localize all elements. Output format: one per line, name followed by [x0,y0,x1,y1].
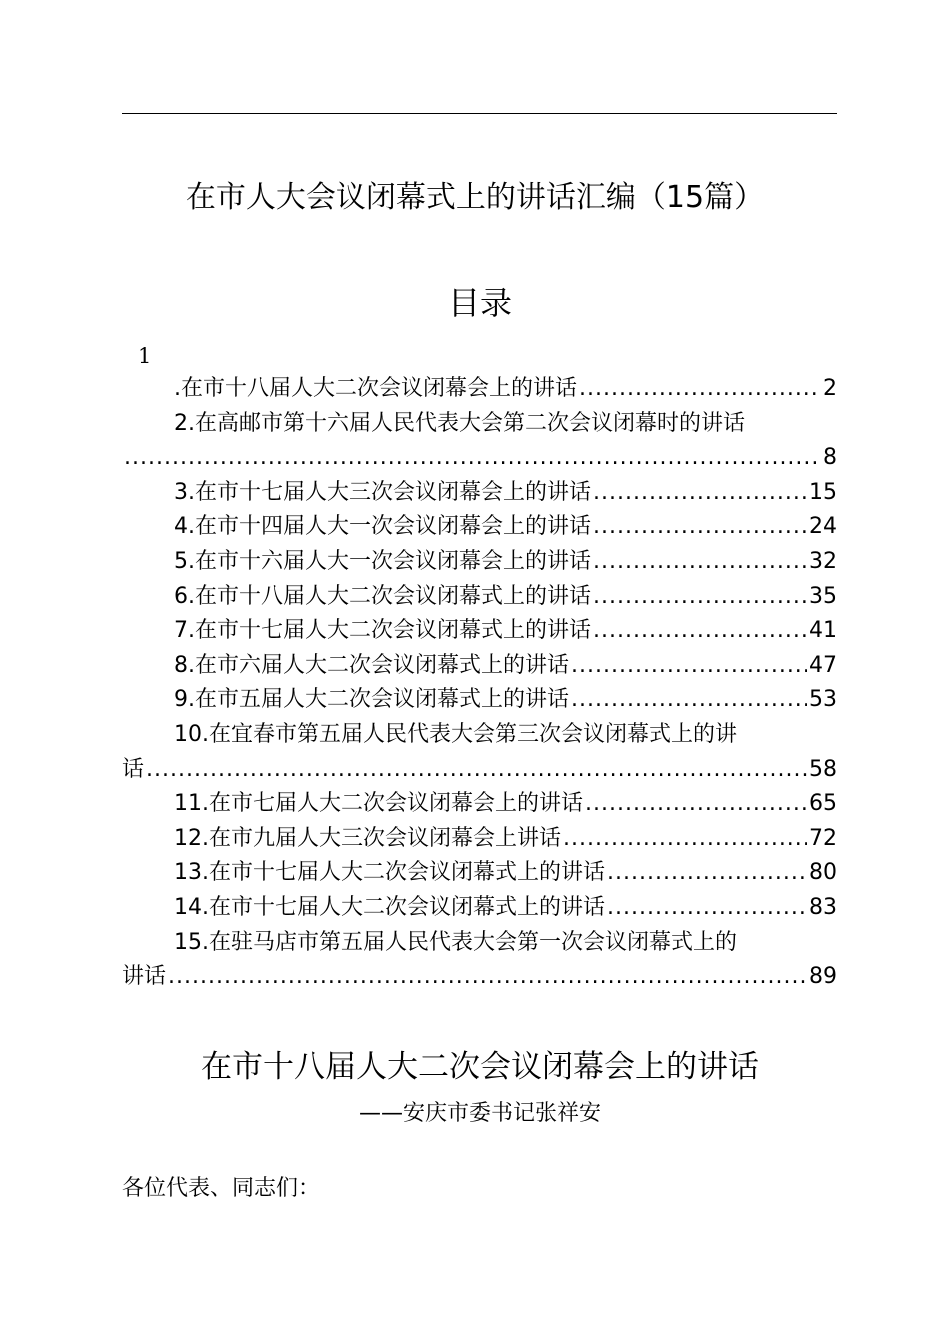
toc-entry[interactable] [122,787,837,822]
toc-entry[interactable] [122,926,837,995]
toc-leader-dots [593,614,807,649]
toc-leader-dots [593,580,807,615]
toc-page-number: 89 [809,964,837,990]
toc-entry[interactable] [122,510,837,545]
toc-page-number: 24 [809,514,837,540]
toc-entry[interactable] [122,683,837,718]
header-rule [122,113,837,114]
speech-subtitle: ——安庆市委书记张祥安 [358,1101,601,1126]
toc-entry[interactable] [122,476,837,511]
toc-entry-title: 12.在市九届人大三次会议闭幕会上讲话 [174,825,561,851]
document-title: 在市人大会议闭幕式上的讲话汇编（15篇） [185,180,765,215]
toc-page-number: 8 [823,445,837,471]
toc-entry[interactable] [122,614,837,649]
toc-entry[interactable] [122,372,837,407]
toc-leader-dots [607,856,807,891]
toc-entry[interactable] [122,649,837,684]
toc-page-number: 15 [809,479,837,505]
toc-entry-title: 11.在市七届人大二次会议闭幕会上的讲话 [174,791,583,817]
toc-leader-dots [579,372,821,407]
toc-page-number: 58 [809,756,837,782]
toc-entry-title-continued: 话 [122,756,145,782]
toc-entry-title: 4.在市十四届人大一次会议闭幕会上的讲话 [174,514,591,540]
toc-page-number: 72 [809,825,837,851]
toc-leader-dots [563,822,807,857]
toc-entry[interactable] [122,580,837,615]
toc-page-number: 47 [809,652,837,678]
toc-entry-title-continued: 讲话 [122,964,167,990]
toc-leader-dots [124,441,821,476]
speech-title: 在市十八届人大二次会议闭幕会上的讲话 [201,1049,759,1085]
toc-stray-number: 1 [138,344,152,368]
toc-page-number: 2 [823,376,837,401]
toc-leader-dots [593,545,807,580]
toc-entry-title: 6.在市十八届人大二次会议闭幕式上的讲话 [174,583,591,609]
toc-entry[interactable] [122,891,837,926]
toc-entry-title: 5.在市十六届人大一次会议闭幕会上的讲话 [174,548,591,574]
toc-page-number: 65 [809,791,837,817]
toc-entry-title: 10.在宜春市第五届人民代表大会第三次会议闭幕式上的讲 [174,721,737,747]
toc-entry-title: 14.在市十七届人大二次会议闭幕式上的讲话 [174,894,605,920]
toc-entry[interactable] [122,545,837,580]
toc-page-number: 80 [809,860,837,886]
toc-entry-title: 8.在市六届人大二次会议闭幕式上的讲话 [174,652,569,678]
toc-page-number: 53 [809,687,837,713]
toc-entry-title: 7.在市十七届人大二次会议闭幕式上的讲话 [174,618,591,644]
toc-leader-dots [146,753,807,788]
toc-entry-title: 3.在市十七届人大三次会议闭幕会上的讲话 [174,479,591,505]
toc-leader-dots [607,891,807,926]
toc-leader-dots [585,787,807,822]
toc-page-number: 41 [809,618,837,644]
toc-entry[interactable] [122,407,837,476]
toc-leader-dots [593,476,807,511]
toc-heading: 目录 [447,284,512,322]
toc-entry[interactable] [122,718,837,787]
table-of-contents [122,372,837,995]
toc-leader-dots [593,510,807,545]
toc-entry-title: 9.在市五届人大二次会议闭幕式上的讲话 [174,687,569,713]
toc-entry[interactable] [122,856,837,891]
toc-entry-title: 13.在市十七届人大二次会议闭幕式上的讲话 [174,860,605,886]
toc-entry-title: 15.在驻马店市第五届人民代表大会第一次会议闭幕式上的 [174,929,737,955]
salutation: 各位代表、同志们： [122,1176,321,1201]
toc-leader-dots [571,683,807,718]
toc-entry-title: 2.在高邮市第十六届人民代表大会第二次会议闭幕时的讲话 [174,410,745,436]
toc-entry-title: .在市十八届人大二次会议闭幕会上的讲话 [174,376,577,401]
toc-page-number: 32 [809,548,837,574]
toc-page-number: 35 [809,583,837,609]
toc-page-number: 83 [809,894,837,920]
toc-leader-dots [571,649,807,684]
toc-leader-dots [168,960,807,995]
toc-entry[interactable] [122,822,837,857]
